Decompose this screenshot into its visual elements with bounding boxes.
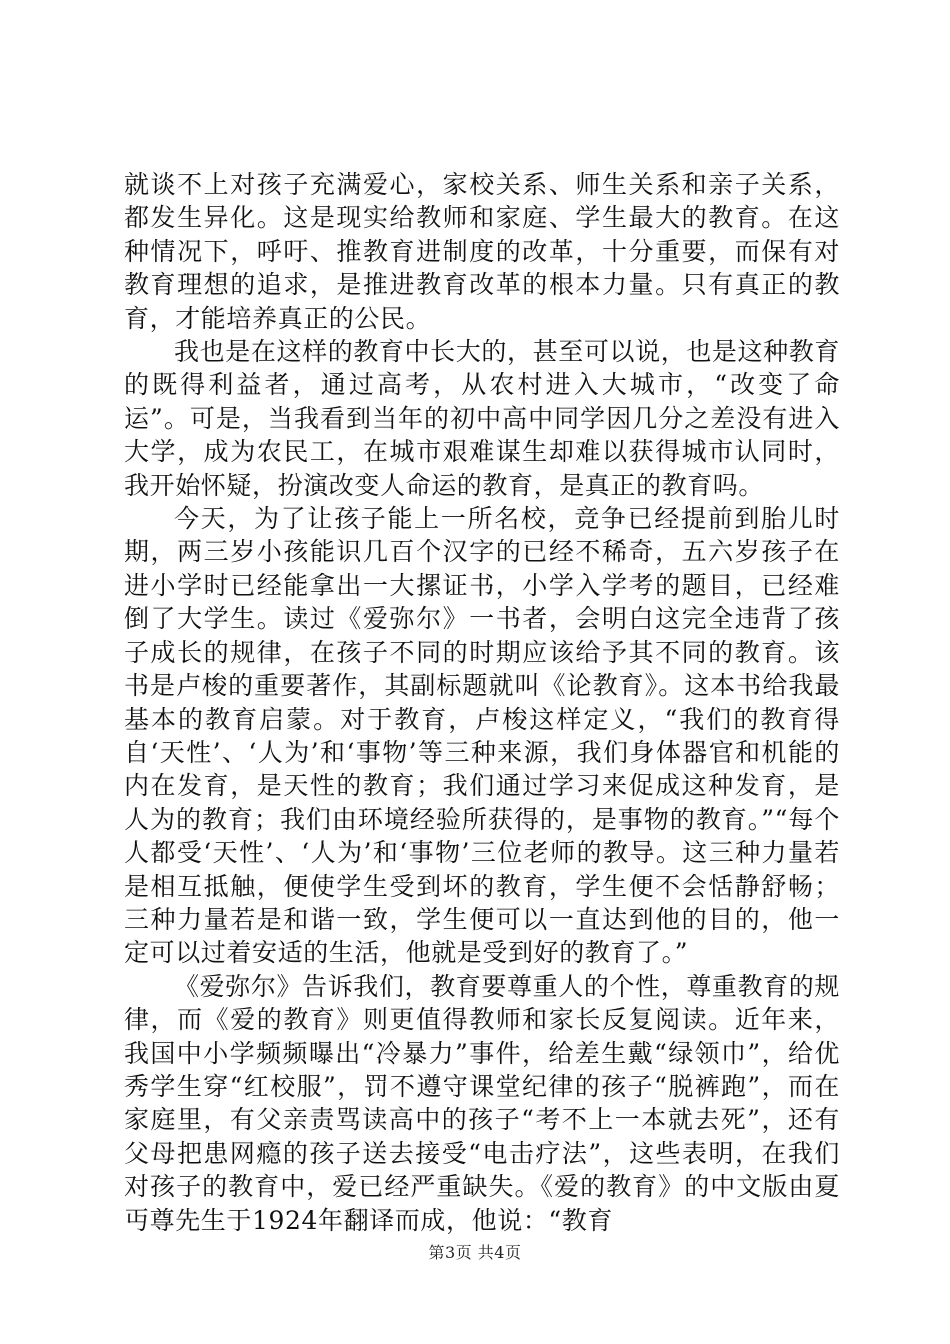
paragraph-1: 就谈不上对孩子充满爱心，家校关系、师生关系和亲子关系，都发生异化。这是现实给教师和家庭、学生最大的教育。在这种情况下，呼吁、推教育进制度的改革，十分重要，而保有对教育理想的追求，是推进教育改革的根本力量。只有真正的教育，才能培养真正的公民。 — [124, 170, 840, 333]
paragraph-3: 今天，为了让孩子能上一所名校，竞争已经提前到胎儿时期，两三岁小孩能识几百个汉字的已经不稀奇，五六岁孩子在进小学时已经能拿出一大摞证书，小学入学考的题目，已经难倒了大学生。读过《爱弥尔》一书者，会明白这完全违背了孩子成长的规律，在孩子不同的时期应该给予其不同的教育。该书是卢梭的重要著作，其副标题就叫《论教育》。这本书给我最基本的教育启蒙。对于教育，卢梭这样定义，“我们的教育得自‘天性’、‘人为’和‘事物’等三种来源，我们身体器官和机能的内在发育，是天性的教育；我们通过学习来促成这种发育，是人为的教育；我们由环境经验所获得的，是事物的教育。”“每个人都受‘天性’、‘人为’和‘事物’三位老师的教导。这三种力量若是相互抵触，便使学生受到坏的教育，学生便不会恬静舒畅；三种力量若是和谐一致，学生便可以一直达到他的目的，他一定可以过着安适的生活，他就是受到好的教育了。” — [124, 504, 840, 968]
paragraph-4: 《爱弥尔》告诉我们，教育要尊重人的个性，尊重教育的规律，而《爱的教育》则更值得教师和家长反复阅读。近年来，我国中小学频频曝出“冷暴力”事件，给差生戴“绿领巾”，给优秀学生穿“红校服”，罚不遵守课堂纪律的孩子“脱裤跑”，而在家庭里，有父亲责骂读高中的孩子“考不上一本就去死”，还有父母把患网瘾的孩子送去接受“电击疗法”，这些表明，在我们对孩子的教育中，爱已经严重缺失。《爱的教育》的中文版由夏丏尊先生于1924年翻译而成，他说：“教育 — [124, 971, 840, 1235]
document-body — [124, 168, 840, 1237]
page-footer — [0, 1240, 950, 1263]
page-number-label: 第3页 共4页 — [428, 1243, 522, 1262]
paragraph-2: 我也是在这样的教育中长大的，甚至可以说，也是这种教育的既得利益者，通过高考，从农村进入大城市，“改变了命运”。可是，当我看到当年的初中高中同学因几分之差没有进入大学，成为农民工，在城市艰难谋生却难以获得城市认同时，我开始怀疑，扮演改变人命运的教育，是真正的教育吗。 — [124, 337, 840, 500]
